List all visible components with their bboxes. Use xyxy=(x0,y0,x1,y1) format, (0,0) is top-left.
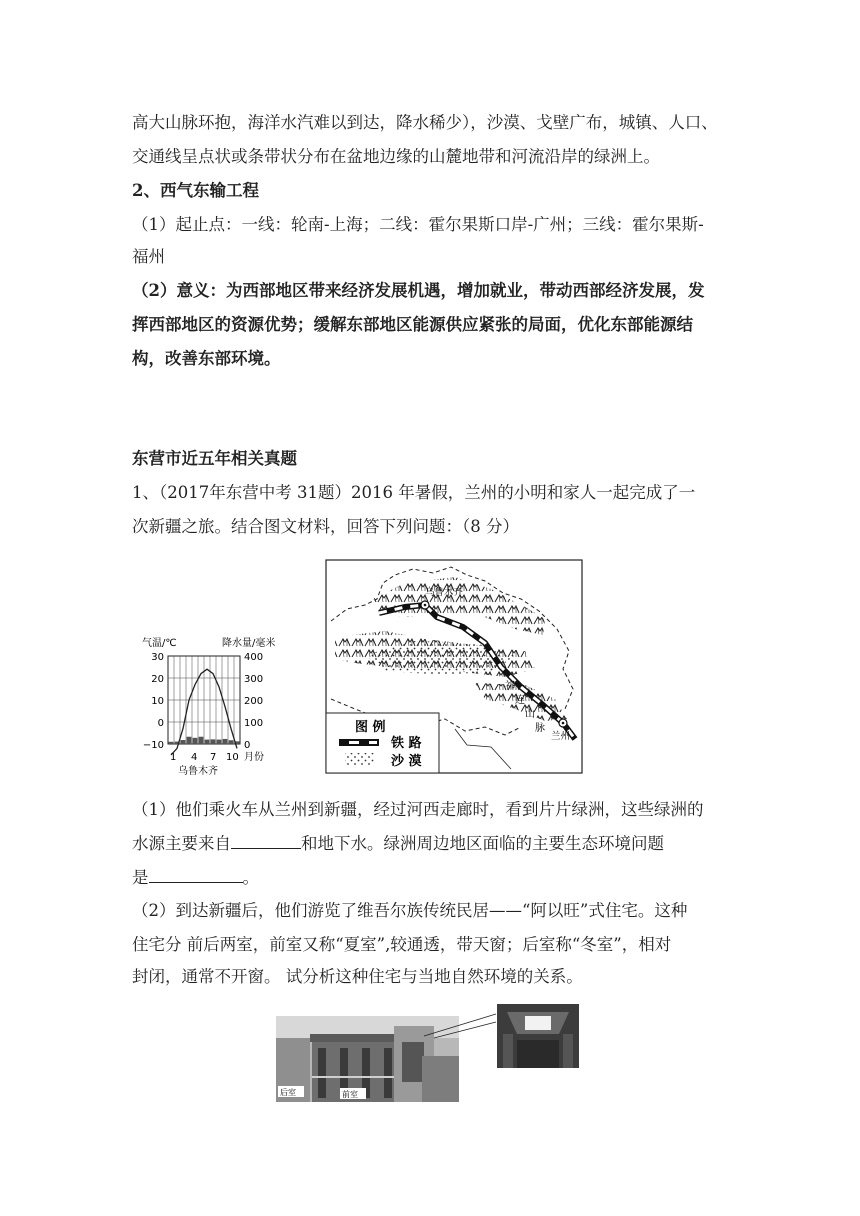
photo-label-front: 前室 xyxy=(342,1090,358,1099)
left-tick: 10 xyxy=(151,696,164,707)
month-tick: 10 xyxy=(226,752,239,763)
left-tick: −10 xyxy=(142,740,164,751)
answer-text: 。 xyxy=(242,868,259,887)
paragraph-line-bold: 构，改善东部环境。 xyxy=(132,349,281,368)
answer-line: 住宅分 前后两室，前室又称“夏室”,较通透，带天窗；后室称“冬室”，相对 xyxy=(132,935,672,954)
legend-rail-label: 铁 路 xyxy=(391,736,422,751)
mountain-label: 连 xyxy=(515,695,525,706)
paragraph-line: 福州 xyxy=(132,247,165,266)
paragraph-line-bold: 挥西部地区的资源优势；缓解东部地区能源供应紧张的局面，优化东部能源结 xyxy=(132,315,693,334)
climate-chart xyxy=(140,634,276,779)
legend-rail-symbol xyxy=(369,741,377,744)
answer-line xyxy=(132,866,259,889)
precipitation-bar xyxy=(205,740,210,744)
paragraph-line-bold: （2）意义：为西部地区带来经济发展机遇，增加就业，带动西部经济发展，发 xyxy=(132,281,705,300)
right-tick: 300 xyxy=(244,674,264,685)
right-tick: 200 xyxy=(244,696,264,707)
right-tick: 0 xyxy=(244,740,251,751)
exercise-line: 1、（2017年东营中考 31题）2016 年暑假，兰州的小明和家人一起完成了一 xyxy=(132,483,696,502)
paragraph-line: 交通线呈点状或条带状分布在盆地边缘的山麓地带和河流沿岸的绿洲上。 xyxy=(132,147,660,166)
answer-text: 水源主要来自 xyxy=(132,834,231,853)
mountain-label: 山 xyxy=(525,709,535,720)
month-tick: 月份 xyxy=(244,752,264,763)
paragraph-line: （1）起止点：一线：轮南-上海；二线：霍尔果斯口岸-广州；三线：霍尔果斯- xyxy=(132,215,704,234)
answer-text: 是 xyxy=(132,868,149,887)
precipitation-bar xyxy=(211,739,216,744)
right-axis-label: 降水量/毫米 xyxy=(222,638,276,649)
precipitation-bar xyxy=(223,739,228,744)
precipitation-bar xyxy=(169,742,174,744)
xinjiang-map xyxy=(325,559,583,774)
precipitation-bar xyxy=(181,740,186,744)
precipitation-bar xyxy=(187,737,192,744)
section-heading: 2、西气东输工程 xyxy=(132,181,259,200)
mountain-label: 祁 xyxy=(505,681,515,692)
callout-lines xyxy=(420,1010,500,1040)
answer-line: 封闭，通常不开窗。 试分析这种住宅与当地自然环境的关系。 xyxy=(132,967,583,986)
exercise-line: 次新疆之旅。结合图文材料，回答下列问题：（8 分） xyxy=(132,517,519,536)
precipitation-bar xyxy=(217,740,222,744)
photo-label-back: 后室 xyxy=(280,1088,296,1097)
answer-blank[interactable] xyxy=(149,866,243,883)
answer-line xyxy=(132,832,664,855)
skylight-photo xyxy=(497,1004,579,1068)
legend-desert-label: 沙 漠 xyxy=(391,754,422,769)
answer-line: （1）他们乘火车从兰州到新疆，经过河西走廊时，看到片片绿洲，这些绿洲的 xyxy=(132,800,704,819)
station-name: 乌鲁木齐 xyxy=(178,766,218,777)
left-tick: 20 xyxy=(151,674,164,685)
answer-line: （2）到达新疆后，他们游览了维吾尔族传统民居——“阿以旺”式住宅。这种 xyxy=(132,901,688,920)
left-tick: 0 xyxy=(157,718,164,729)
city-marker-dot xyxy=(424,604,427,607)
city-label: 兰州 xyxy=(551,731,571,742)
legend-rail-symbol xyxy=(349,741,359,744)
paragraph-line: 高大山脉环抱，海洋水汽难以到达，降水稀少），沙漠、戈壁广布，城镇、人口、 xyxy=(132,113,718,132)
answer-blank[interactable] xyxy=(231,832,301,849)
left-axis-label: 气温/℃ xyxy=(142,638,177,649)
legend-title: 图 例 xyxy=(355,720,386,735)
mountain-label: 脉 xyxy=(535,723,545,734)
precipitation-bar xyxy=(193,738,198,744)
month-tick: 4 xyxy=(191,752,198,763)
precipitation-bar xyxy=(199,737,204,744)
precipitation-bar xyxy=(229,740,234,744)
map-legend xyxy=(326,713,439,773)
month-tick: 7 xyxy=(210,752,217,763)
month-tick: 1 xyxy=(170,752,177,763)
left-tick: 30 xyxy=(151,652,164,663)
city-marker-dot xyxy=(562,722,565,725)
legend-desert-symbol xyxy=(345,753,375,765)
answer-text: 和地下水。绿洲周边地区面临的主要生态环境问题 xyxy=(301,834,664,853)
section-title: 东营市近五年相关真题 xyxy=(132,449,297,468)
right-tick: 400 xyxy=(244,652,264,663)
city-label: 乌鲁木齐 xyxy=(425,587,464,598)
right-tick: 100 xyxy=(244,718,264,729)
